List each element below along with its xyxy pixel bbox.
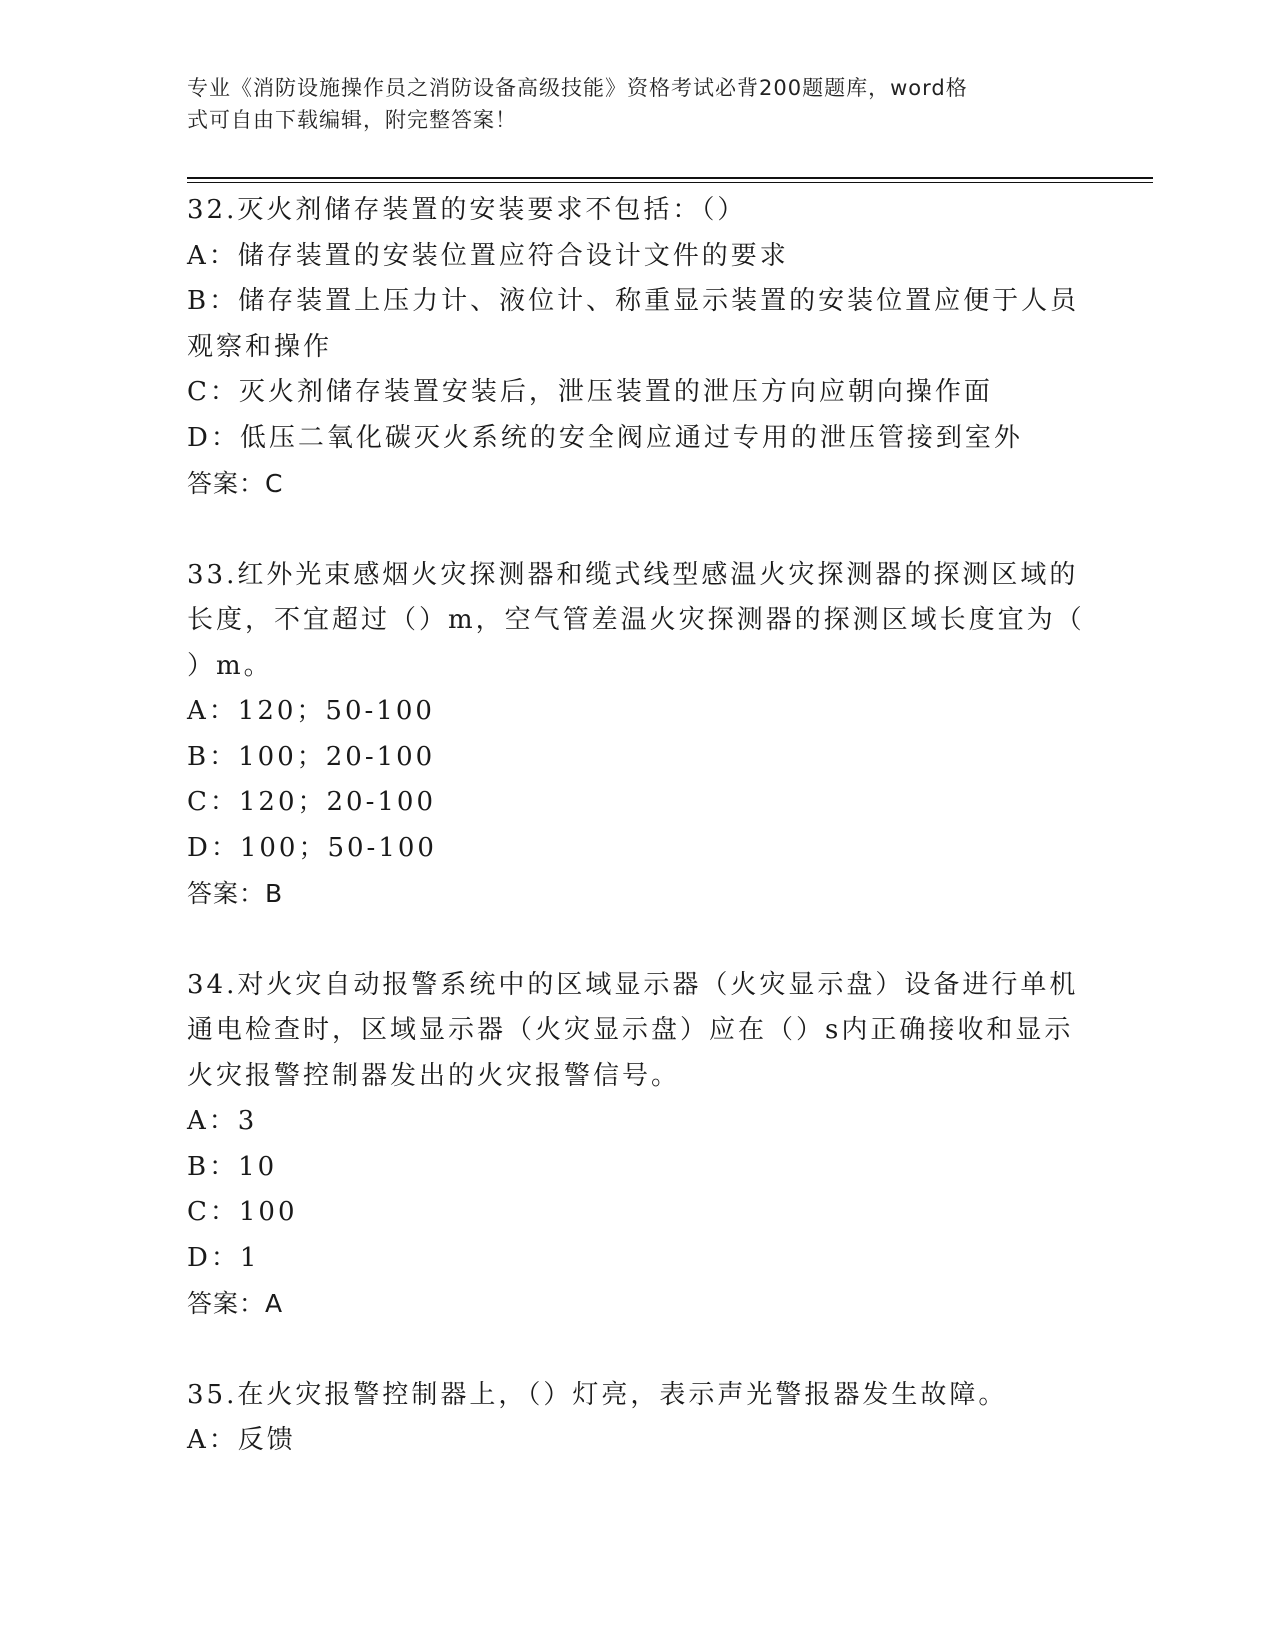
question-35: [187, 1373, 1087, 1464]
question-stem-continued: 火灾报警控制器发出的火灾报警信号。: [187, 1060, 681, 1091]
document-header: [187, 72, 1087, 136]
answer-label: 答案：B: [187, 879, 284, 908]
option-d: D：低压二氧化碳灭火系统的安全阀应通过专用的泄压管接到室外: [187, 422, 1023, 453]
question-stem: 32.灭火剂储存装置的安装要求不包括：（）: [187, 195, 747, 225]
question-stem-continued: 长度，不宜超过（）m，空气管差温火灾探测器的探测区域长度宜为（: [187, 605, 1085, 635]
question-stem: 34.对火灾自动报警系统中的区域显示器（火灾显示盘）设备进行单机: [187, 969, 1079, 1000]
header-line-1: 专业《消防设施操作员之消防设备高级技能》资格考试必背200题题库，word格: [187, 76, 968, 100]
option-c: C：100: [187, 1197, 298, 1227]
question-stem: 33.红外光束感烟火灾探测器和缆式线型感温火灾探测器的探测区域的: [187, 559, 1079, 590]
option-b: B：10: [187, 1151, 278, 1182]
question-33: [187, 553, 1087, 917]
header-line-2: 式可自由下载编辑，附完整答案！: [187, 108, 517, 132]
question-stem: 35.在火灾报警控制器上，（）灯亮，表示声光警报器发生故障。: [187, 1379, 1008, 1410]
answer-label: 答案：A: [187, 1289, 284, 1318]
question-stem-continued: ）m。: [187, 650, 273, 681]
answer-label: 答案：C: [187, 469, 284, 498]
option-b: B：储存装置上压力计、液位计、称重显示装置的安装位置应便于人员: [187, 286, 1080, 316]
option-d: D：1: [187, 1242, 260, 1273]
option-a: A：3: [187, 1106, 258, 1136]
question-32: [187, 188, 1087, 507]
option-b-continued: 观察和操作: [187, 331, 333, 362]
header-divider-thick: [187, 177, 1153, 179]
option-c: C：灭火剂储存装置安装后，泄压装置的泄压方向应朝向操作面: [187, 377, 993, 407]
question-list: [187, 188, 1087, 1510]
option-a: A：储存装置的安装位置应符合设计文件的要求: [187, 240, 789, 271]
question-34: [187, 963, 1087, 1327]
option-d: D：100；50-100: [187, 832, 437, 863]
option-a: A：120；50-100: [187, 696, 435, 726]
option-c: C：120；20-100: [187, 787, 437, 817]
header-divider-thin: [187, 182, 1153, 183]
option-b: B：100；20-100: [187, 741, 436, 772]
option-a: A：反馈: [187, 1425, 296, 1455]
question-stem-continued: 通电检查时，区域显示器（火灾显示盘）应在（）s内正确接收和显示: [187, 1015, 1074, 1045]
